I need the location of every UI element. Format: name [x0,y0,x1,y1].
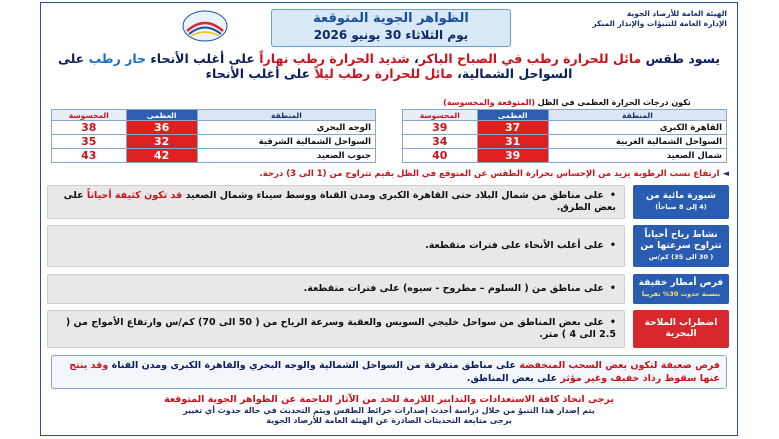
bulletin-date: يوم الثلاثاء 30 يونيو 2026 [313,28,469,42]
bulletin-title: الظواهر الجوية المتوقعة [313,11,469,26]
agency-line-1: الهيئة العامة للأرصاد الجوية [626,9,727,18]
table-row: السواحل الشمالية الشرقية 32 35 [52,135,376,149]
footer-update-note: يتم إصدار هذا التنبؤ من خلال دراسة أحدث إصدارات خرائط الطقس ويتم التحديث في حالة حدوث أي تغيير [183,406,595,415]
forecast-bulletin [40,2,738,436]
temperature-table-left [51,109,376,163]
bullet-icon: • [609,190,616,201]
arrow-left-icon: ◄ [719,169,729,179]
bulletin-title-box [271,9,511,47]
footer-follow-note: يرجى متابعة التحديثات الصادرة عن الهيئة العامة للأرصاد الجوية [266,416,512,425]
phenomenon-description: •على بعض المناطق من سواحل خليجي السويس والعقبة وسرعة الرياح من ( 50 الى 70) كم/س وارتفاع الأمواج من ( 2.5 الى 4 ) متر. [47,310,625,348]
phenomenon-rain [47,274,729,304]
table-row: القاهرة الكبرى 37 39 [403,121,727,135]
table-row: السواحل الشمالية الغربية 31 34 [403,135,727,149]
phenomenon-label: اضطراب الملاحة البحرية [633,310,729,348]
phenomenon-label: نشاط رياح أحياناً تتراوح سرعتها من ( 30 الى 35) كم/س [633,225,729,267]
phenomenon-description: •على مناطق من ( السلوم – مطروح - سيوه) على فترات متقطعة. [47,274,625,304]
header-feel: المحسوسة [52,110,127,121]
table-row: الوجه البحري 36 38 [52,121,376,135]
phenomenon-description: •على مناطق من شمال البلاد حتى القاهرة الكبرى ومدن القناة ووسط سيناء وشمال الصعيد قد تكون كثيفة أحياناً على بعض الطرق. [47,185,625,219]
agency-line-2: الإدارة العامة للتنبؤات والإنذار المبكر [592,19,727,28]
header-max: العظمى [126,110,197,121]
footer-warning: يرجى اتخاذ كافة الاستعدادات والتدابير اللازمة للحد من الآثار الناجمة عن الظواهر الجوية المتوقعة [164,394,614,405]
temperature-table-right [402,109,727,163]
table-row: جنوب الصعيد 42 43 [52,149,376,163]
bullet-icon: • [609,240,616,251]
phenomenon-fog [47,185,729,219]
table-row: شمال الصعيد 39 40 [403,149,727,163]
header-region: المنطقة [548,110,726,121]
agency-name [577,9,727,29]
phenomenon-description: •على أغلب الأنحاء على فترات متقطعة. [47,225,625,267]
phenomenon-label: شبورة مائية من (4 إلى 8 صباحاً) [633,185,729,219]
bullet-icon: • [609,317,616,328]
bullet-icon: • [609,283,616,294]
header-max: العظمى [477,110,548,121]
humidity-note: ◄ ارتفاع نسب الرطوبة يزيد من الإحساس بحرارة الطقس عن المتوقع في الظل بقيم تتراوح من (1 الى 3) درجة. [259,169,729,179]
ema-logo-icon [181,9,229,43]
phenomenon-wind [47,225,729,267]
phenomenon-sea [47,310,729,348]
low-cloud-note: فرص ضعيفة لتكون بعض السحب المنخفضة على مناطق متفرقة من السواحل الشمالية والوجه البحري والقاهرة الكبرى ومدن القناة وقد ينتج عنها سقوط رذاذ خفيف وغير مؤثر على بعض المناطق. [51,355,727,389]
header-feel: المحسوسة [403,110,478,121]
phenomenon-label: فرص أمطار خفيفة بنسبة حدوث 30% تقريبا [633,274,729,304]
footer [51,393,727,426]
header-region: المنطقة [197,110,375,121]
general-weather-statement: يسود طقس مائل للحرارة رطب في الصباح الباكر، شديد الحرارة رطب نهاراً على أغلب الأنحاء حار رطب على السواحل الشمالية، مائل للحرارة رطب ليلاً على أغلب الأنحاء [57,51,721,81]
temperature-caption: تكون درجات الحرارة العظمى في الظل (المتوقعة والمحسوسة) [443,98,691,107]
